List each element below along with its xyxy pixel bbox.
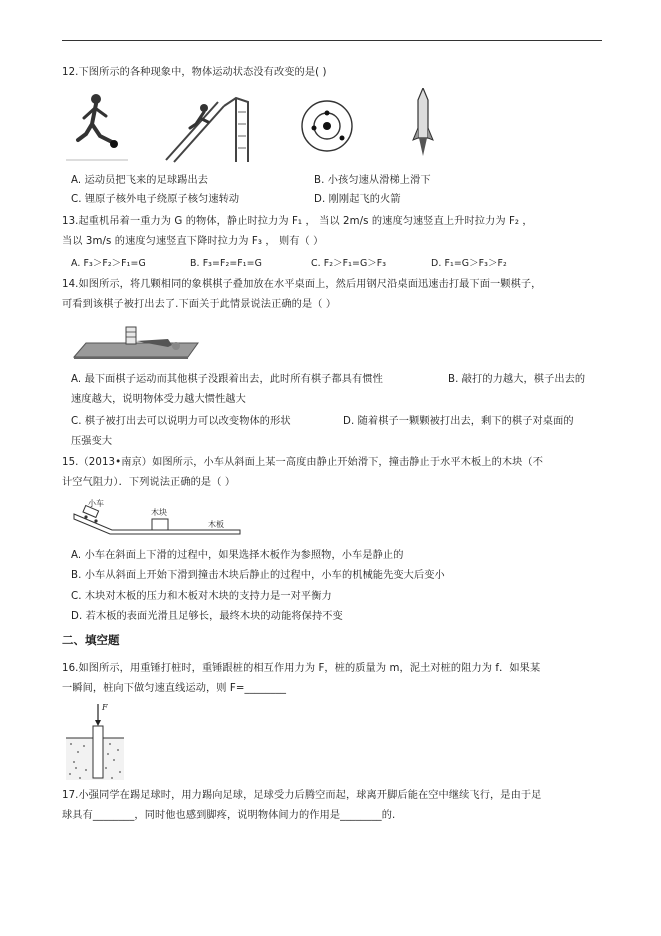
q12-option-b: B. 小孩匀速从滑梯上滑下	[314, 175, 431, 186]
section-fill-in-title: 二、填空题	[62, 633, 120, 647]
q15-line2: 计空气阻力）．下列说法正确的是（ ）	[62, 477, 236, 488]
q17-line1: 17.小强同学在踢足球时，用力踢向足球，足球受力后腾空而起，球离开脚后能在空中继续飞行，是由于足	[62, 790, 542, 801]
q14-option-d-line1: D. 随着棋子一颗颗被打出去，剩下的棋子对桌面的	[343, 416, 574, 427]
q14-line1: 14.如图所示，将几颗相同的象棋棋子叠加放在水平桌面上，然后用钢尺沿桌面迅速击打最下面一颗棋子，	[62, 279, 542, 290]
q13-option-d: D. F₁=G＞F₃＞F₂	[431, 258, 507, 269]
q16-figure-label-f: F	[102, 703, 108, 712]
q15-figure-label-board: 木板	[208, 520, 224, 529]
q12-option-c: C. 锂原子核外电子绕原子核匀速转动	[71, 194, 240, 205]
header-rule	[62, 40, 602, 41]
q16-line1: 16.如图所示，用重锤打桩时，重锤跟桩的相互作用力为 F，桩的质量为 m，泥土对桩的阻力为 f．如果某	[62, 663, 541, 674]
q14-option-d-line2: 压强变大	[71, 436, 113, 447]
q12-option-a: A. 运动员把飞来的足球踢出去	[71, 175, 209, 186]
q16-line2: 一瞬间，桩向下做匀速直线运动，则 F=________	[62, 683, 287, 694]
q15-option-b: B. 小车从斜面上开始下滑到撞击木块后静止的过程中，小车的机械能先变大后变小	[71, 570, 445, 581]
q15-option-a: A. 小车在斜面上下滑的过程中，如果选择木板作为参照物，小车是静止的	[71, 550, 404, 561]
q12-option-d: D. 刚刚起飞的火箭	[314, 194, 401, 205]
q14-line2: 可看到该棋子被打出去了.下面关于此情景说法正确的是（ ）	[62, 299, 337, 310]
q14-option-b-line1: B. 敲打的力越大，棋子出去的	[448, 374, 586, 385]
q15-figure-car-slope	[72, 498, 242, 540]
q13-line1: 13.起重机吊着一重力为 G 的物体，静止时拉力为 F₁ ， 当以 2m/s 的速度匀速竖直上升时拉力为 F₂ ，	[62, 216, 533, 227]
q13-option-b: B. F₃=F₂=F₁=G	[190, 258, 262, 269]
q12-figure-slide	[160, 88, 255, 164]
q15-line1: 15.（2013•南京）如图所示，小车从斜面上某一高度由静止开始滑下，撞击静止于水平木板上的木块（不	[62, 457, 544, 468]
q15-option-c: C. 木块对木板的压力和木板对木块的支持力是一对平衡力	[71, 591, 332, 602]
q14-option-c: C. 棋子被打出去可以说明力可以改变物体的形状	[71, 416, 291, 427]
q17-line2: 球具有________，同时他也感到脚疼，说明物体间力的作用是________的.	[62, 810, 396, 821]
q14-option-b-line2: 速度越大，说明物体受力越大惯性越大	[71, 394, 246, 405]
q12-figure-soccer-player	[66, 90, 128, 162]
q12-figure-rocket	[412, 88, 434, 160]
q12-stem: 12.下图所示的各种现象中，物体运动状态没有改变的是( )	[62, 67, 327, 78]
q16-figure-pile	[66, 700, 124, 780]
q12-figure-atom	[298, 96, 356, 156]
q15-figure-label-car: 小车	[88, 499, 104, 508]
q14-figure-chess-pieces	[72, 321, 204, 359]
q13-option-c: C. F₂＞F₁=G＞F₃	[311, 258, 387, 269]
q13-line2: 当以 3m/s 的速度匀速竖直下降时拉力为 F₃ ， 则有（ ）	[62, 236, 324, 247]
q14-option-a-line1: A. 最下面棋子运动而其他棋子没跟着出去，此时所有棋子都具有惯性	[71, 374, 383, 385]
q15-figure-label-block: 木块	[151, 508, 167, 517]
q13-option-a: A. F₃＞F₂＞F₁=G	[71, 258, 146, 269]
q15-option-d: D. 若木板的表面光滑且足够长，最终木块的动能将保持不变	[71, 611, 343, 622]
